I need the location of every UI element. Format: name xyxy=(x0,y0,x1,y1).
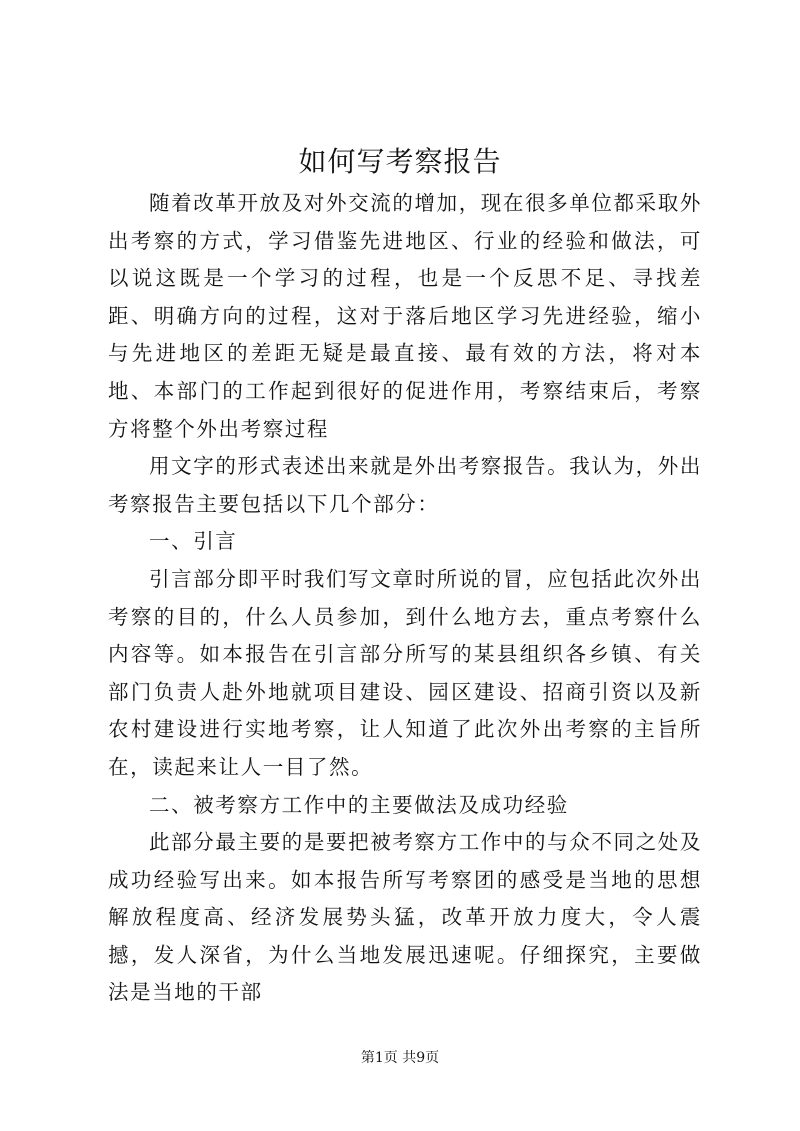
section-heading-introduction: 一、引言 xyxy=(149,529,238,554)
paragraph-practices: 此部分最主要的是要把被考察方工作中的与众不同之处及成功经验写出来。如本报告所写考察团的感受是当地的思想解放程度高、经济发展势头猛，改革开放力度大，令人震撼，发人深省，为什么当地发展迅速呢。仔细探究，主要做法是当地的干部 xyxy=(108,830,702,1005)
section-heading-practices: 二、被考察方工作中的主要做法及成功经验 xyxy=(149,792,569,817)
document-body xyxy=(108,185,702,1012)
document-title: 如何写考察报告 xyxy=(298,145,502,178)
paragraph-intro: 随着改革开放及对外交流的增加，现在很多单位都采取外出考察的方式，学习借鉴先进地区、行业的经验和做法，可以说这既是一个学习的过程，也是一个反思不足、寻找差距、明确方向的过程，这对于落后地区学习先进经验，缩小与先进地区的差距无疑是最直接、最有效的方法，将对本地、本部门的工作起到很好的促进作用，考察结束后，考察方将整个外出考察过程 xyxy=(108,191,702,441)
paragraph-overview: 用文字的形式表述出来就是外出考察报告。我认为，外出考察报告主要包括以下几个部分： xyxy=(108,454,702,516)
page-footer: 第1页 共9页 xyxy=(360,1050,440,1066)
paragraph-introduction: 引言部分即平时我们写文章时所说的冒，应包括此次外出考察的目的，什么人员参加，到什么地方去，重点考察什么内容等。如本报告在引言部分所写的某县组织各乡镇、有关部门负责人赴外地就项目建设、园区建设、招商引资以及新农村建设进行实地考察，让人知道了此次外出考察的主旨所在，读起来让人一目了然。 xyxy=(108,566,702,779)
